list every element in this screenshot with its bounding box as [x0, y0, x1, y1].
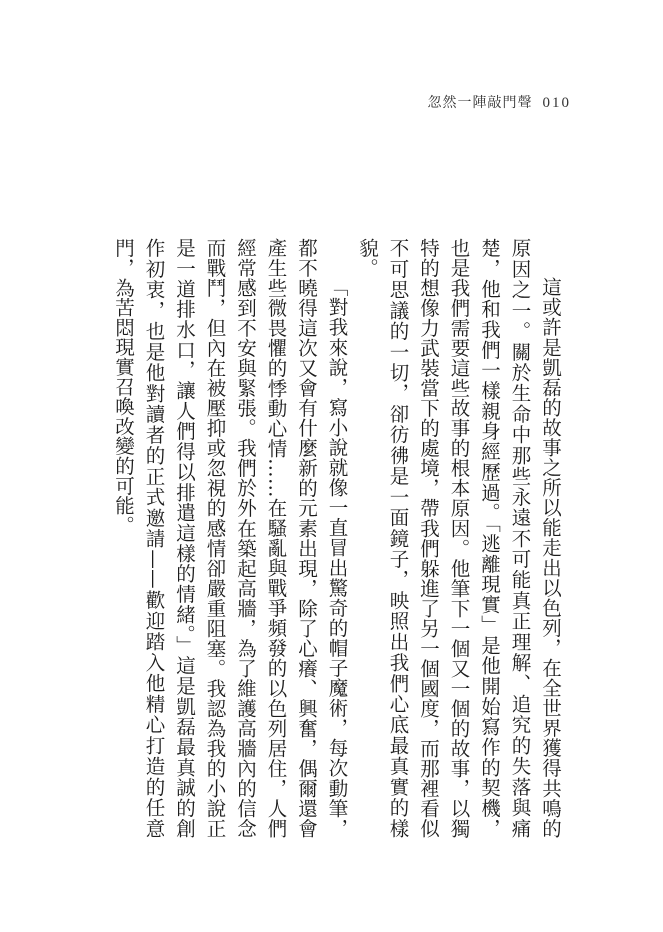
- page-number: 010: [542, 95, 571, 111]
- running-header: [428, 92, 572, 112]
- chapter-title: 忽然一陣敲門聲: [427, 95, 533, 111]
- paragraph-2: 「對我來說，寫小說就像一直冒出驚奇的帽子魔術，每次動筆，都不曉得這次又會有什麼新的元素出現，除了心癢、興奮，偶爾還會產生些微畏懼的悸動心情……在騷亂與戰爭頻發的以色列居住，人們經常感到不安與緊張。我們於外在築起高牆，為了維護高牆內的信念而戰鬥，但內在被壓抑或忽視的感情卻嚴重阻塞。我認為我的小說正是一道排水口，讓人們得以排遣這樣的情緒。」這是凱磊最真誠的創作初衷，也是他對讀者的正式邀請——歡迎踏入他精心打造的任意門，為苦悶現實召喚改變的可能。: [112, 238, 349, 838]
- body-text: [108, 238, 566, 838]
- paragraph-1: 這或許是凱磊的故事之所以能走出以色列，在全世界獲得共鳴的原因之一。關於生命中那些永遠不可能真正理解、追究的失落與痛楚，他和我們一樣親身經歷過。「逃離現實」是他開始寫作的契機，也是我們需要這些故事的根本原因。他筆下一個又一個的故事，以獨特的想像力武裝當下的處境，帶我們躲進了另一個國度，而那裡看似不可思議的一切，卻彷彿是一面鏡子，映照出我們心底最真實的樣貌。: [356, 238, 562, 838]
